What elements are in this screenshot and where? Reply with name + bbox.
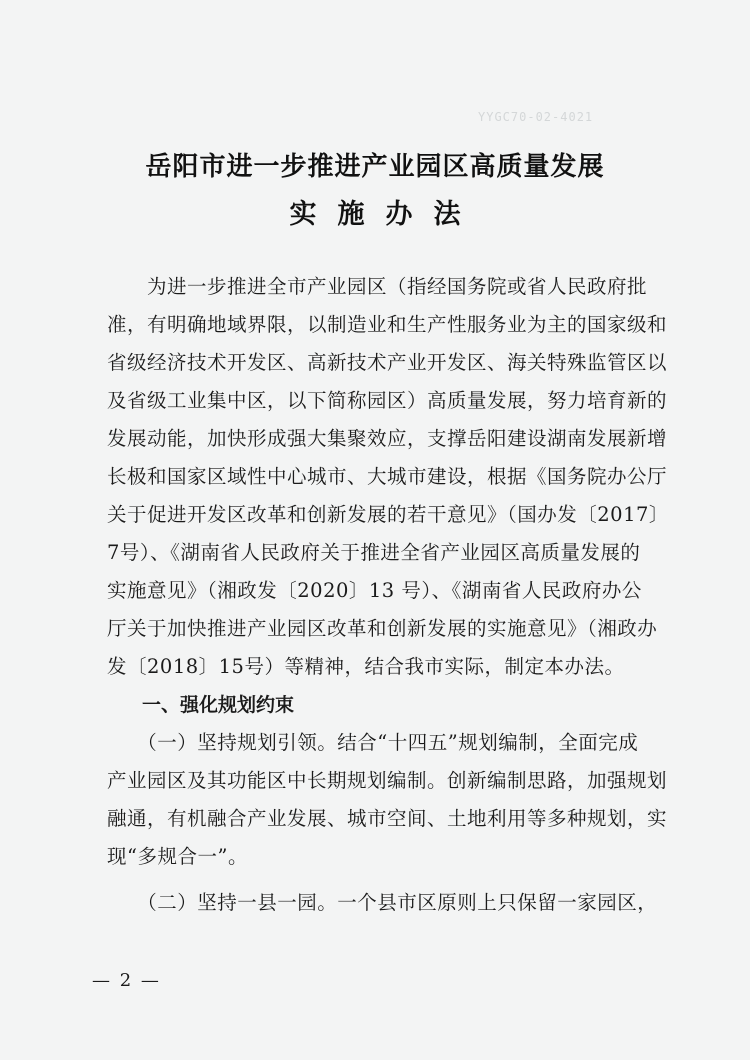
paragraph-line: 厅关于加快推进产业园区改革和创新发展的实施意见》（湘政办 [107, 617, 658, 640]
paragraph-line: 融通，有机融合产业发展、城市空间、土地利用等多种规划，实 [107, 807, 668, 830]
paragraph-line: 及省级工业集中区，以下简称园区）高质量发展，努力培育新的 [107, 389, 668, 412]
paragraph-line: 7号）、《湖南省人民政府关于推进全省产业园区高质量发展的 [107, 541, 641, 564]
paragraph-line: 现“多规合一”。 [107, 845, 248, 868]
paragraph-line: （一）坚持规划引领。结合“十四五”规划编制，全面完成 [107, 731, 639, 754]
paragraph-line: 发〔2018〕15号）等精神，结合我市实际，制定本办法。 [107, 655, 625, 678]
section-item-2: （二）坚持一县一园。一个县市区原则上只保留一家园区， [107, 891, 658, 914]
paragraph-line: 准，有明确地域界限，以制造业和生产性服务业为主的国家级和 [107, 313, 668, 336]
paragraph-line: 为进一步推进全市产业园区（指经国务院或省人民政府批 [107, 275, 648, 298]
document-title: 岳阳市进一步推进产业园区高质量发展 [145, 152, 605, 182]
paragraph-line: 实施意见》（湘政发〔2020〕13 号）、《湖南省人民政府办公 [107, 579, 642, 602]
paragraph-line: 产业园区及其功能区中长期规划编制。创新编制思路，加强规划 [107, 769, 668, 792]
page-number: — 2 — [92, 970, 161, 991]
section-heading: 一、强化规划约束 [142, 694, 295, 716]
paragraph-line: 发展动能，加快形成强大集聚效应，支撑岳阳建设湖南发展新增 [107, 427, 668, 450]
document-subtitle: 实施办法 [289, 199, 482, 230]
paragraph-line: 关于促进开发区改革和创新发展的若干意见》（国办发〔2017〕 [107, 503, 669, 526]
paragraph-line: 长极和国家区域性中心城市、大城市建设，根据《国务院办公厅 [107, 465, 668, 488]
paragraph-line: 省级经济技术开发区、高新技术产业开发区、海关特殊监管区以 [107, 351, 668, 374]
document-serial-stamp: YYGC70-02-4021 [478, 110, 594, 124]
